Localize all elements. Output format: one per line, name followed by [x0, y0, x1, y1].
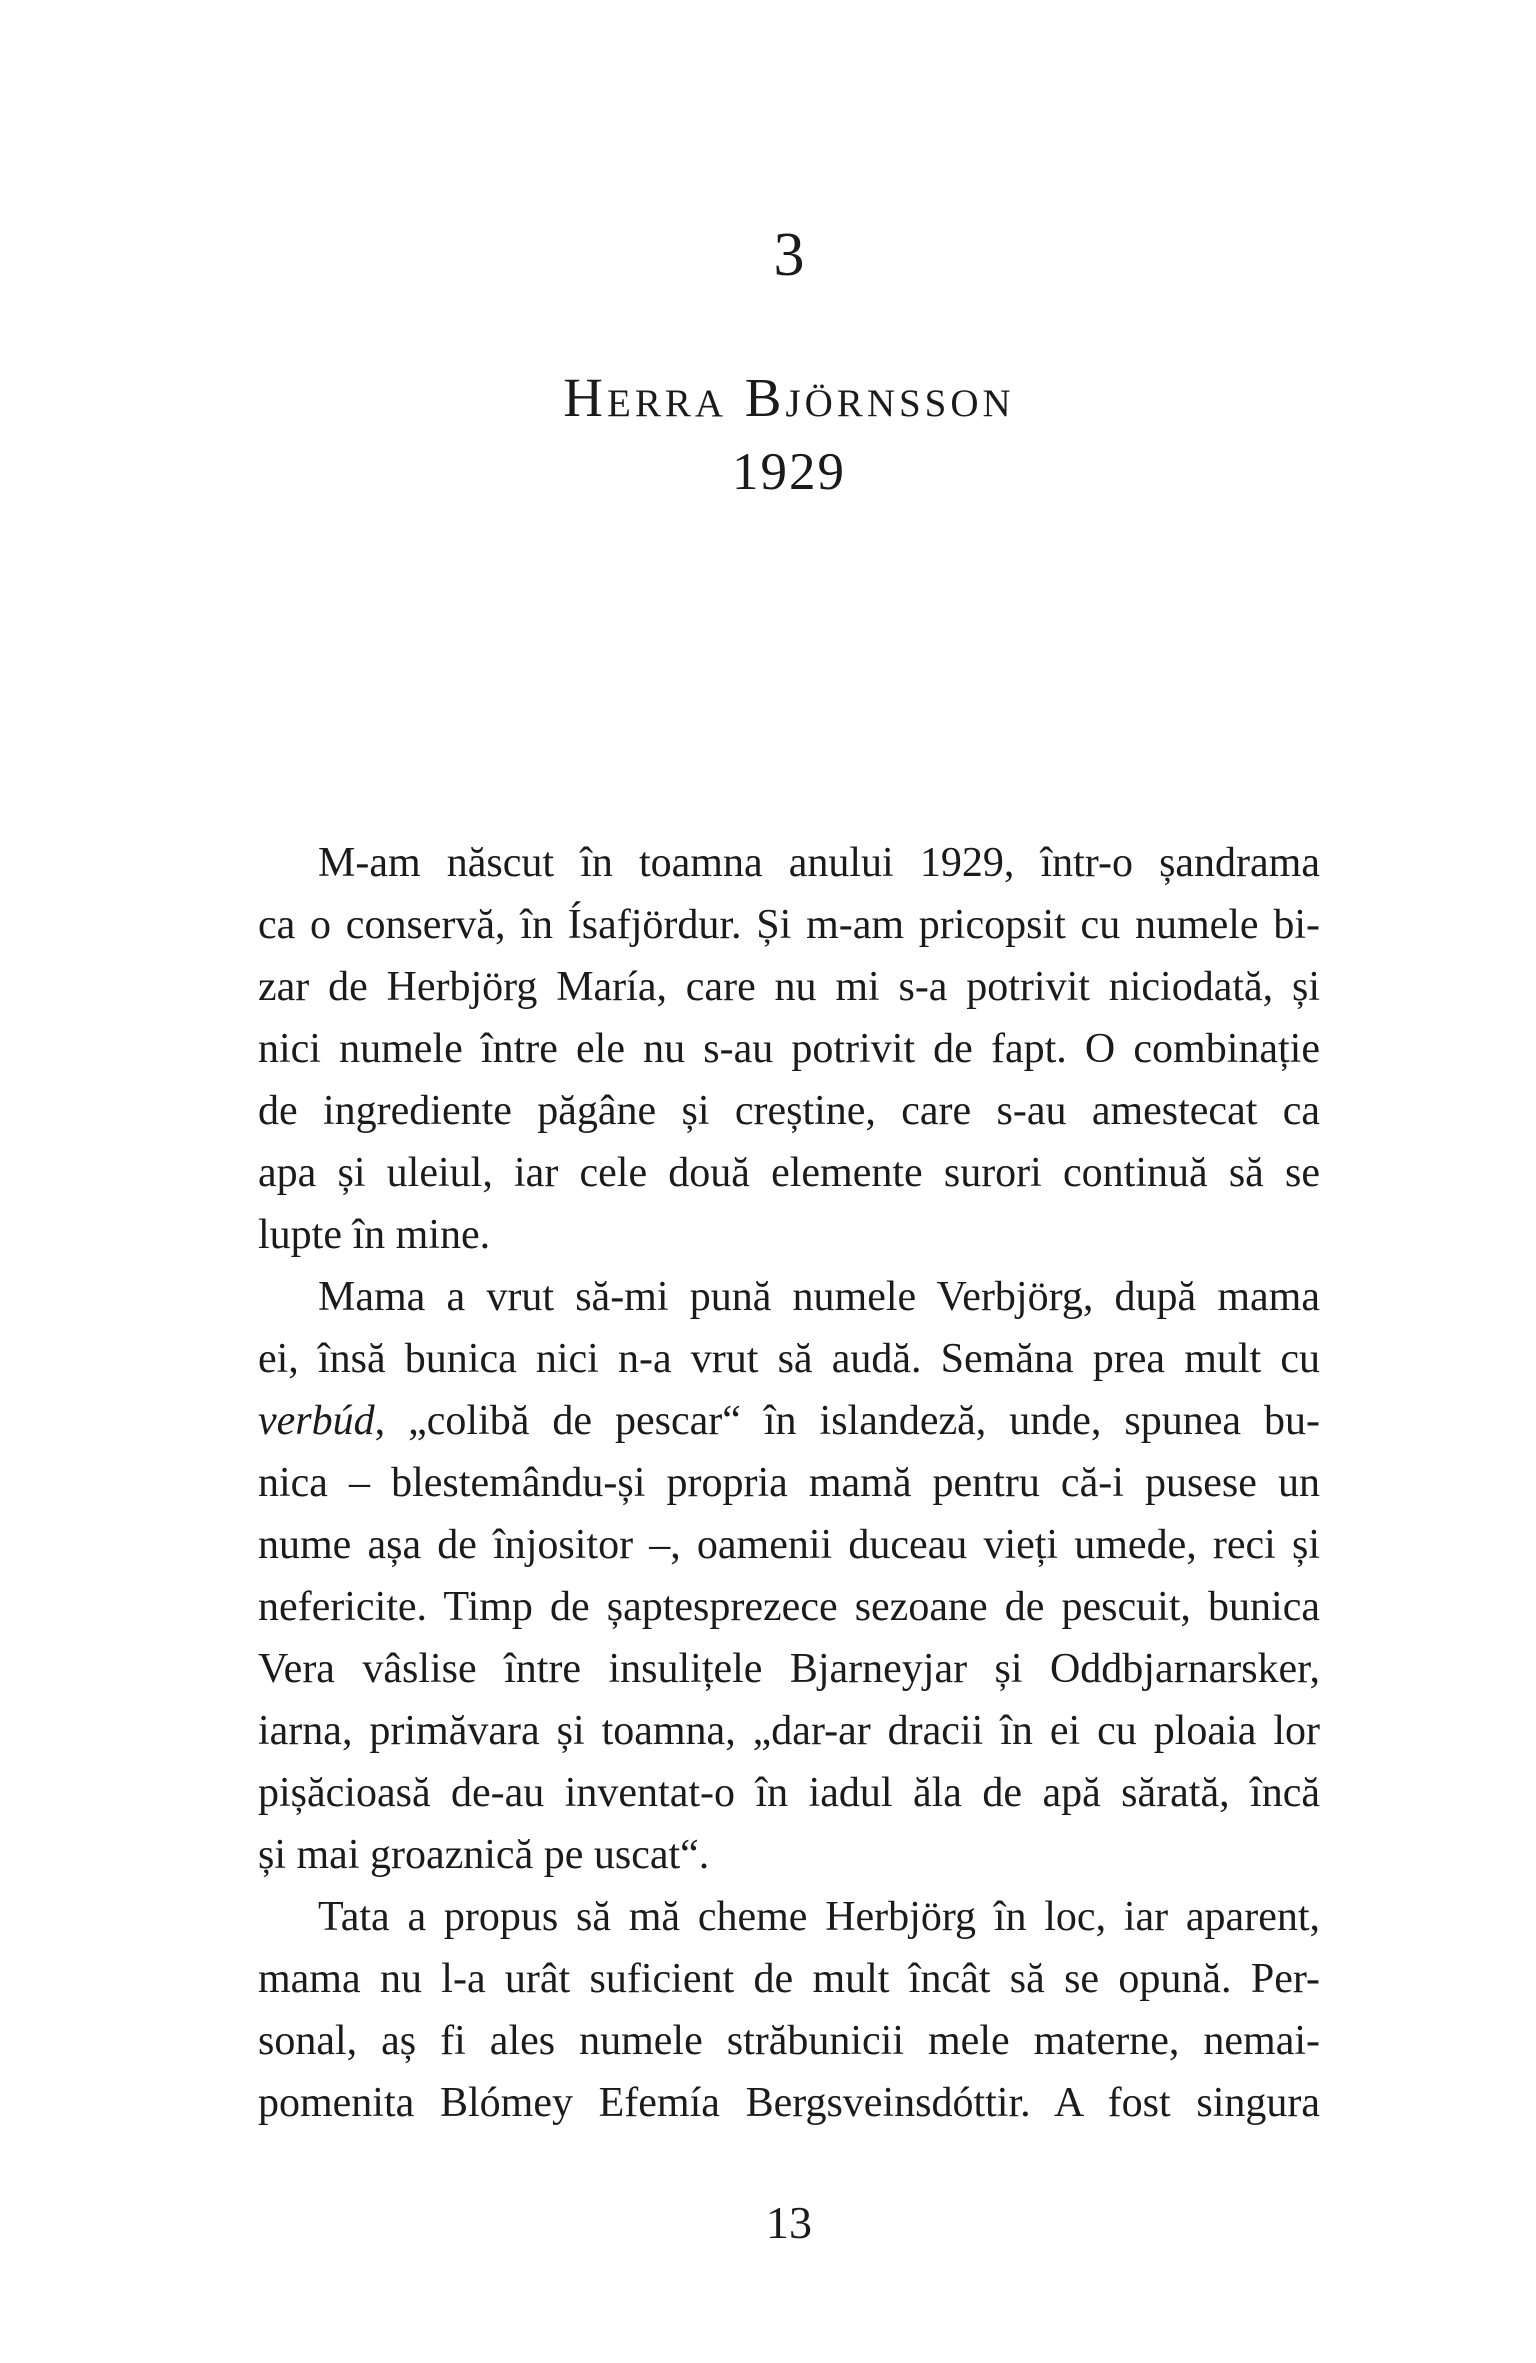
body-line: nefericite. Timp de șaptesprezece sezoane de pescuit, bunica — [258, 1584, 1320, 1630]
body-line: nume așa de înjositor –, oamenii duceau vieți umede, reci și — [258, 1522, 1320, 1568]
page-number: 13 — [766, 2197, 812, 2248]
body-line: Tata a propus să mă cheme Herbjörg în loc, iar aparent, — [318, 1894, 1320, 1940]
body-line: nici numele între ele nu s-au potrivit de fapt. O combinație — [258, 1026, 1320, 1072]
body-line: pomenita Blómey Efemía Bergsveinsdóttir. A fost singura — [258, 2080, 1320, 2126]
body-line: și mai groaznică pe uscat“. — [258, 1832, 710, 1878]
body-line: ca o conservă, în Ísafjördur. Și m-am pricopsit cu numele bi- — [258, 902, 1320, 948]
body-line: zar de Herbjörg María, care nu mi s-a potrivit niciodată, și — [258, 964, 1320, 1010]
chapter-year: 1929 — [732, 443, 846, 501]
body-line: M-am născut în toamna anului 1929, într-o șandrama — [318, 840, 1320, 886]
body-line: Vera vâslise între insulițele Bjarneyjar și Oddbjarnarsker, — [258, 1646, 1320, 1692]
body-text — [258, 832, 1320, 2134]
body-line: iarna, primăvara și toamna, „dar-ar dracii în ei cu ploaia lor — [258, 1708, 1320, 1754]
body-line: nica – blestemându-și propria mamă pentru că-i pusese un — [258, 1460, 1320, 1506]
body-line: de ingrediente păgâne și creștine, care s-au amestecat ca — [258, 1088, 1320, 1134]
body-line: apa și uleiul, iar cele două elemente surori continuă să se — [258, 1150, 1320, 1196]
body-line: lupte în mine. — [258, 1212, 491, 1258]
body-line: sonal, aș fi ales numele străbunicii mele materne, nemai- — [258, 2018, 1320, 2064]
chapter-number: 3 — [773, 221, 805, 289]
body-line: mama nu l-a urât suficient de mult încât să se opună. Per- — [258, 1956, 1320, 2002]
body-line: pișăcioasă de-au inventat-o în iadul ăla de apă sărată, încă — [258, 1770, 1320, 1816]
body-line: Mama a vrut să-mi pună numele Verbjörg, după mama — [318, 1274, 1320, 1320]
body-line: ei, însă bunica nici n-a vrut să audă. Semăna prea mult cu — [258, 1336, 1320, 1382]
body-line: verbúd, „colibă de pescar“ în islandeză, unde, spunea bu- — [258, 1398, 1320, 1444]
chapter-title: Herra Björnsson — [563, 367, 1015, 428]
